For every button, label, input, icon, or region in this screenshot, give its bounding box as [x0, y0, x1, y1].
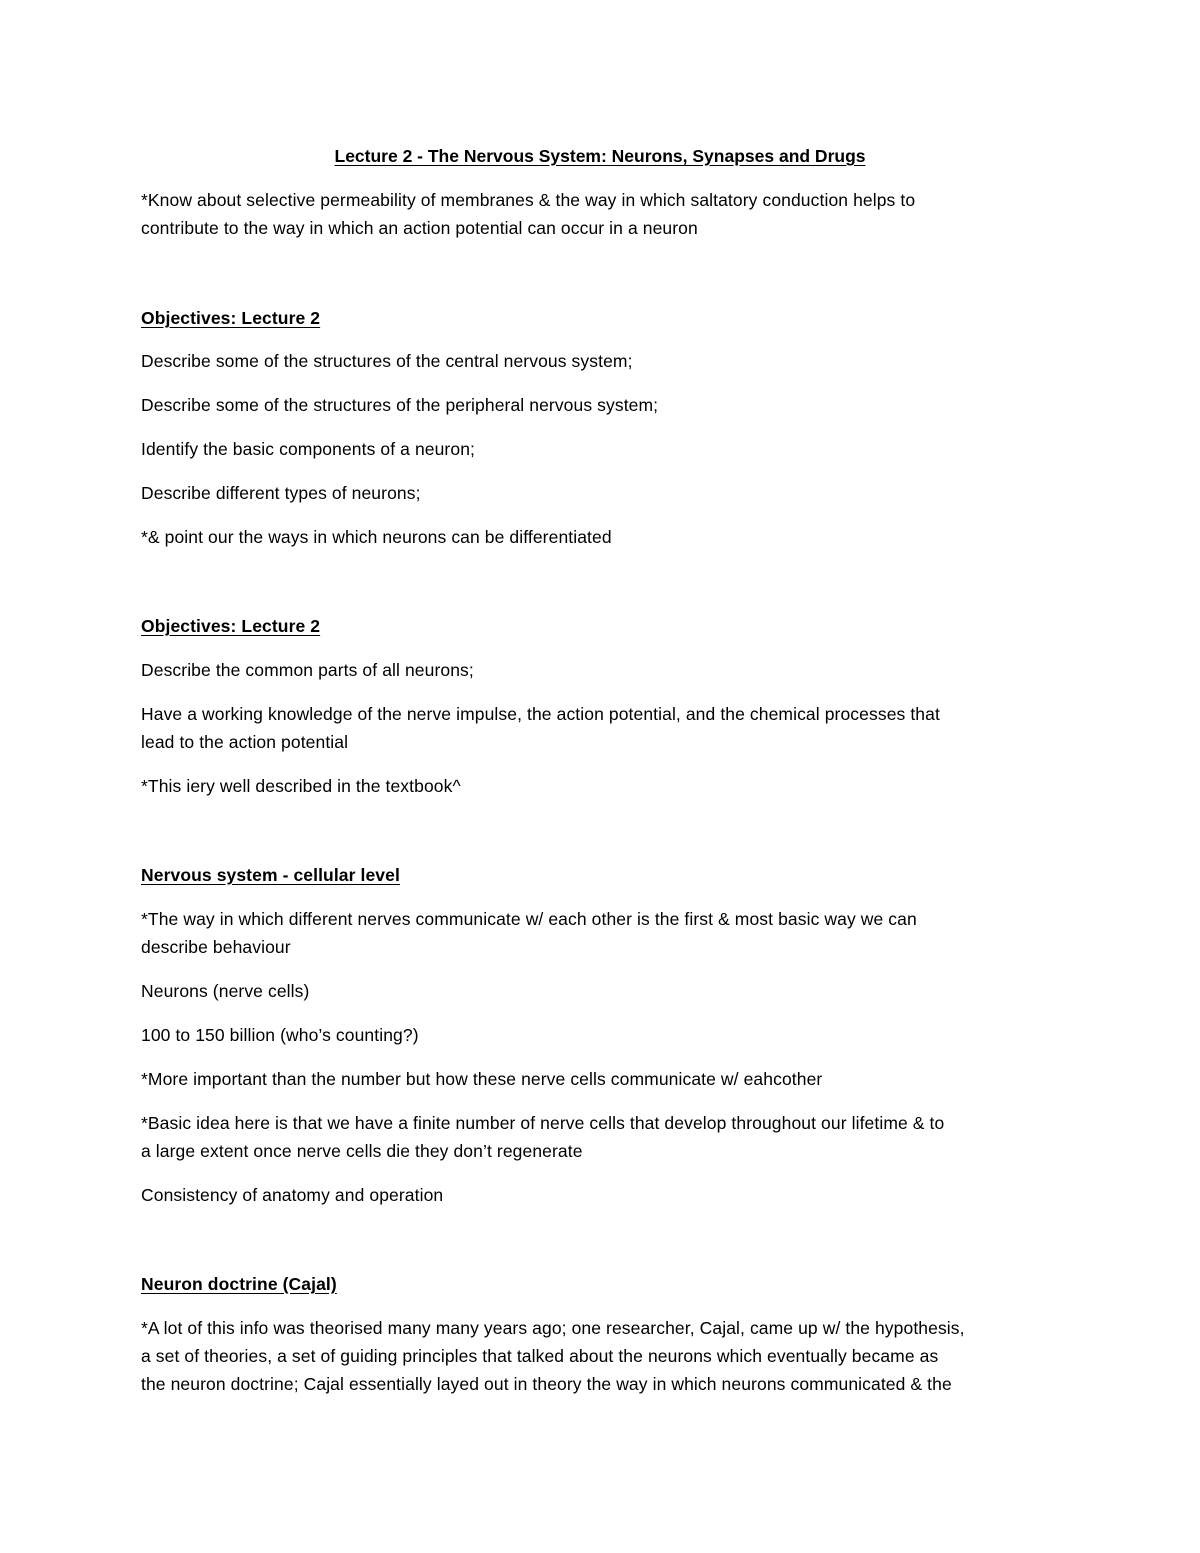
section-heading: Neuron doctrine (Cajal): [141, 1274, 337, 1294]
section-line: Describe some of the structures of the central nervous system;: [141, 351, 633, 371]
section-line: describe behaviour: [141, 937, 291, 957]
intro-line: contribute to the way in which an action potential can occur in a neuron: [141, 218, 698, 238]
section-line: a large extent once nerve cells die they don’t regenerate: [141, 1141, 583, 1161]
section-line: Identify the basic components of a neuron;: [141, 439, 475, 459]
section-heading: Objectives: Lecture 2: [141, 308, 321, 328]
document-title: Lecture 2 - The Nervous System: Neurons, Synapses and Drugs: [334, 146, 866, 166]
section-line: Describe some of the structures of the peripheral nervous system;: [141, 395, 659, 415]
section-line: *& point our the ways in which neurons can be differentiated: [141, 527, 612, 547]
intro-line: *Know about selective permeability of membranes & the way in which saltatory conduction helps to: [141, 190, 916, 210]
section-line: *This iery well described in the textbook^: [141, 776, 461, 796]
section-heading: Objectives: Lecture 2: [141, 616, 321, 636]
section-heading: Nervous system - cellular level: [141, 865, 400, 885]
section-line: Consistency of anatomy and operation: [141, 1185, 444, 1205]
section-line: the neuron doctrine; Cajal essentially layed out in theory the way in which neurons communicated & the: [141, 1374, 952, 1394]
section-line: *Basic idea here is that we have a finite number of nerve cells that develop throughout our lifetime & to: [141, 1113, 945, 1133]
section-line: *A lot of this info was theorised many many years ago; one researcher, Cajal, came up w/ the hypothesis,: [141, 1318, 965, 1338]
section-line: Have a working knowledge of the nerve impulse, the action potential, and the chemical processes that: [141, 704, 940, 724]
section-line: Describe different types of neurons;: [141, 483, 421, 503]
section-line: *More important than the number but how these nerve cells communicate w/ eahcother: [141, 1069, 823, 1089]
section-line: Neurons (nerve cells): [141, 981, 310, 1001]
section-line: a set of theories, a set of guiding principles that talked about the neurons which eventually became as: [141, 1346, 939, 1366]
section-line: 100 to 150 billion (who’s counting?): [141, 1025, 419, 1045]
section-line: *The way in which different nerves communicate w/ each other is the first & most basic way we can: [141, 909, 917, 929]
section-line: lead to the action potential: [141, 732, 349, 752]
section-line: Describe the common parts of all neurons;: [141, 660, 474, 680]
